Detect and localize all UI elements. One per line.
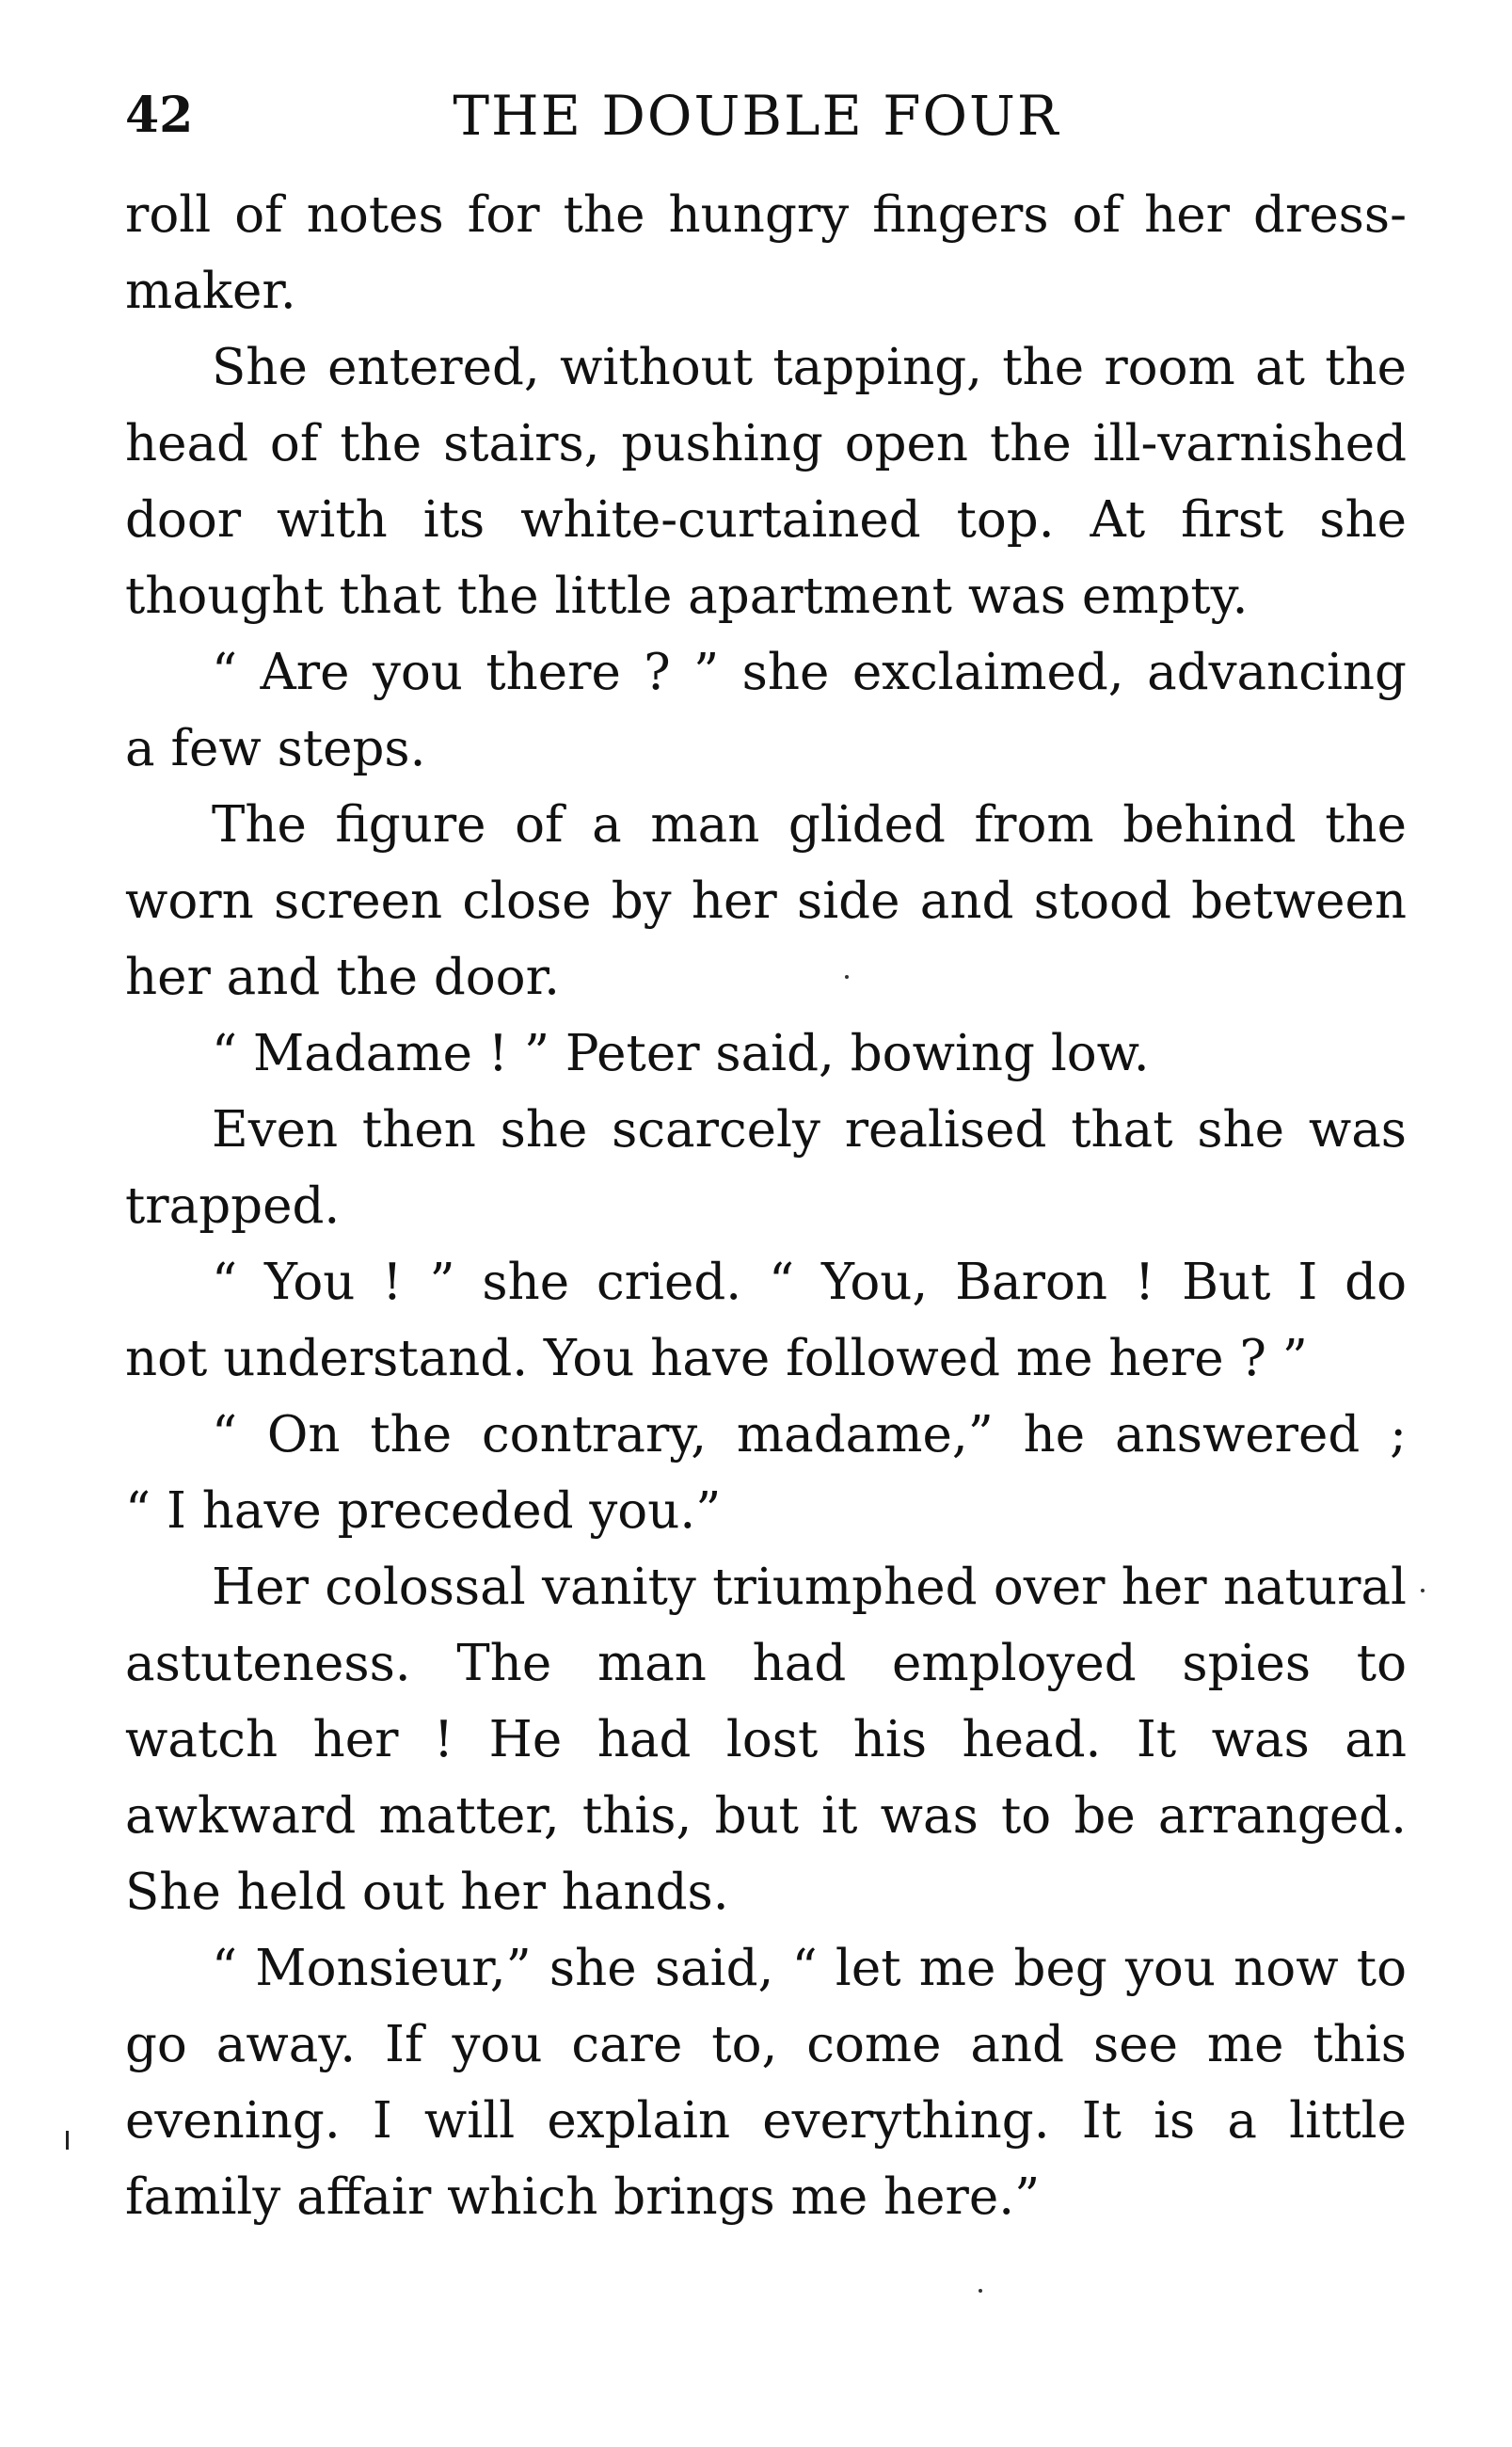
margin-mark (66, 2131, 69, 2150)
text-line: trapped. (125, 1177, 341, 1235)
text-line: “ Are you there ? ” she exclaimed, advancing (212, 644, 1407, 701)
page-header (125, 83, 1407, 149)
text-line: roll of notes for the hungry fingers of her dress- (125, 186, 1407, 244)
text-line: “ On the contrary, madame,” he answered ; (212, 1406, 1407, 1463)
text-line: She held out her hands. (125, 1863, 729, 1921)
text-line: her and the door. (125, 949, 560, 1006)
text-line: a few steps. (125, 720, 426, 777)
text-line: She entered, without tapping, the room at the (212, 339, 1407, 396)
text-line: Her colossal vanity triumphed over her natural (212, 1559, 1407, 1616)
text-line: go away. If you care to, come and see me this (125, 2016, 1407, 2073)
margin-dot (979, 2289, 982, 2293)
text-line: The figure of a man glided from behind the (212, 796, 1407, 854)
text-line: evening. I will explain everything. It is a little (125, 2092, 1407, 2150)
text-line: “ I have preceded you.” (125, 1482, 722, 1540)
running-title: THE DOUBLE FOUR (453, 84, 1060, 148)
text-line: thought that the little apartment was empty. (125, 568, 1249, 625)
text-line: maker. (125, 263, 296, 320)
page-number: 42 (125, 87, 194, 144)
text-line: worn screen close by her side and stood between (125, 872, 1407, 930)
text-line: watch her ! He had lost his head. It was an (125, 1711, 1407, 1768)
text-line: awkward matter, this, but it was to be arranged. (125, 1787, 1407, 1845)
text-line: door with its white-curtained top. At first she (125, 491, 1407, 549)
body-text (125, 177, 1407, 2235)
text-line: “ Monsieur,” she said, “ let me beg you now to (212, 1940, 1407, 1997)
text-line: “ Madame ! ” Peter said, bowing low. (212, 1025, 1150, 1082)
margin-dot (1421, 1589, 1424, 1592)
text-line: “ You ! ” she cried. “ You, Baron ! But I do (212, 1254, 1407, 1311)
margin-dot (845, 975, 849, 979)
text-line: Even then she scarcely realised that she was (212, 1101, 1407, 1159)
text-line: head of the stairs, pushing open the ill-varnished (125, 415, 1407, 472)
text-line: astuteness. The man had employed spies to (125, 1635, 1407, 1692)
text-line: not understand. You have followed me here ? ” (125, 1330, 1308, 1387)
text-line: family affair which brings me here.” (125, 2168, 1041, 2226)
